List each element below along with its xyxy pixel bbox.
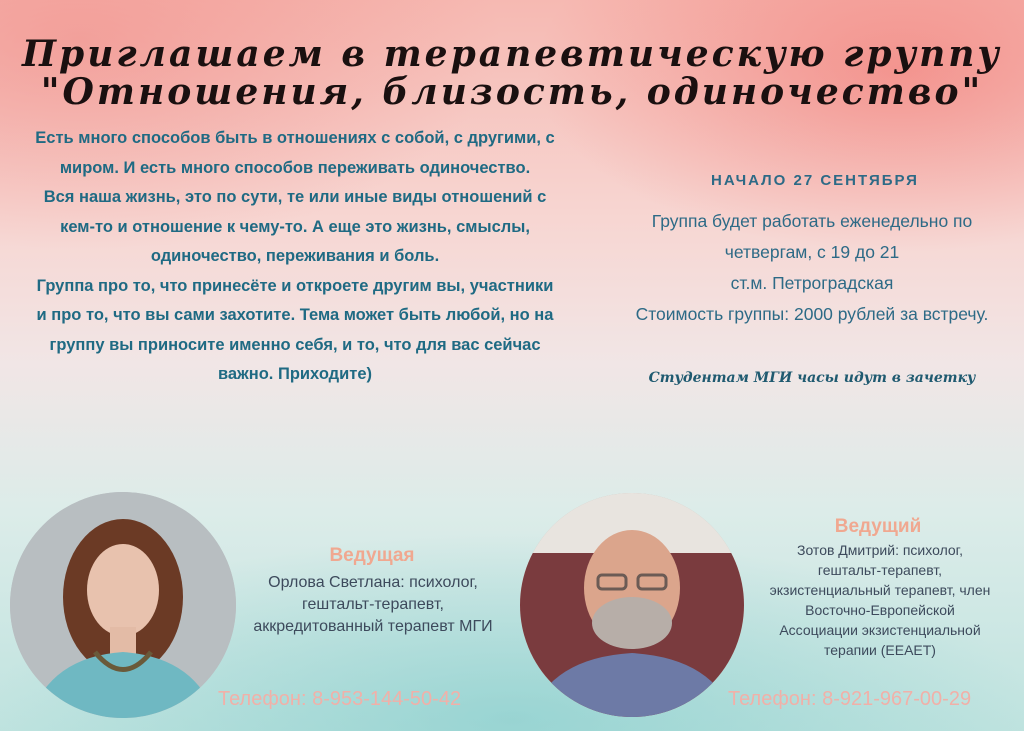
host1-description: Орлова Светлана: психолог, гештальт-терапевт, аккредитованный терапевт МГИ [253,574,493,635]
students-note: Студентам МГИ часы идут в зачетку [648,370,976,386]
title-line-1: Приглашаем в терапевтическую группу [22,33,1002,75]
host1-role: Ведущая [329,545,415,566]
intro-paragraph-4: и про то, что вы сами захотите. Тема может быть любой, но на группу вы приносите именно себя, и то, что для вас сейчас важно. Приходите) [36,306,554,383]
schedule-info [612,206,1012,330]
title-line-2: "Отношения, близость, одиночество" [40,71,984,113]
intro-paragraph-3: Группа про то, что принесёте и откроете другим вы, участники [36,276,554,295]
intro-text [30,124,560,390]
host2-photo [520,493,744,717]
host1-phone: Телефон: 8-953-144-50-42 [218,688,462,710]
intro-paragraph-1: Есть много способов быть в отношениях с собой, с другими, с миром. И есть много способов переживать одиночество. [35,129,555,177]
host2-description: Зотов Дмитрий: психолог, гештальт-терапевт, экзистенциальный терапевт, член Восточно-Европейской Ассоциации экзистенциальной терапии (EEAET) [769,542,991,658]
host2-role: Ведущий [834,516,922,537]
host2-phone: Телефон: 8-921-967-00-29 [728,688,972,710]
schedule-weekly: Группа будет работать еженедельно по четвергам, с 19 до 21 [651,211,973,262]
schedule-price: Стоимость группы: 2000 рублей за встречу. [635,304,989,324]
start-date: НАЧАЛО 27 СЕНТЯБРЯ [711,172,919,189]
intro-paragraph-2: Вся наша жизнь, это по сути, те или иные виды отношений с кем-то и отношение к чему-то. А еще это жизнь, смыслы, одиночество, переживания и боль. [43,188,547,265]
host1-photo [10,492,236,718]
schedule-metro: ст.м. Петроградская [730,273,894,293]
